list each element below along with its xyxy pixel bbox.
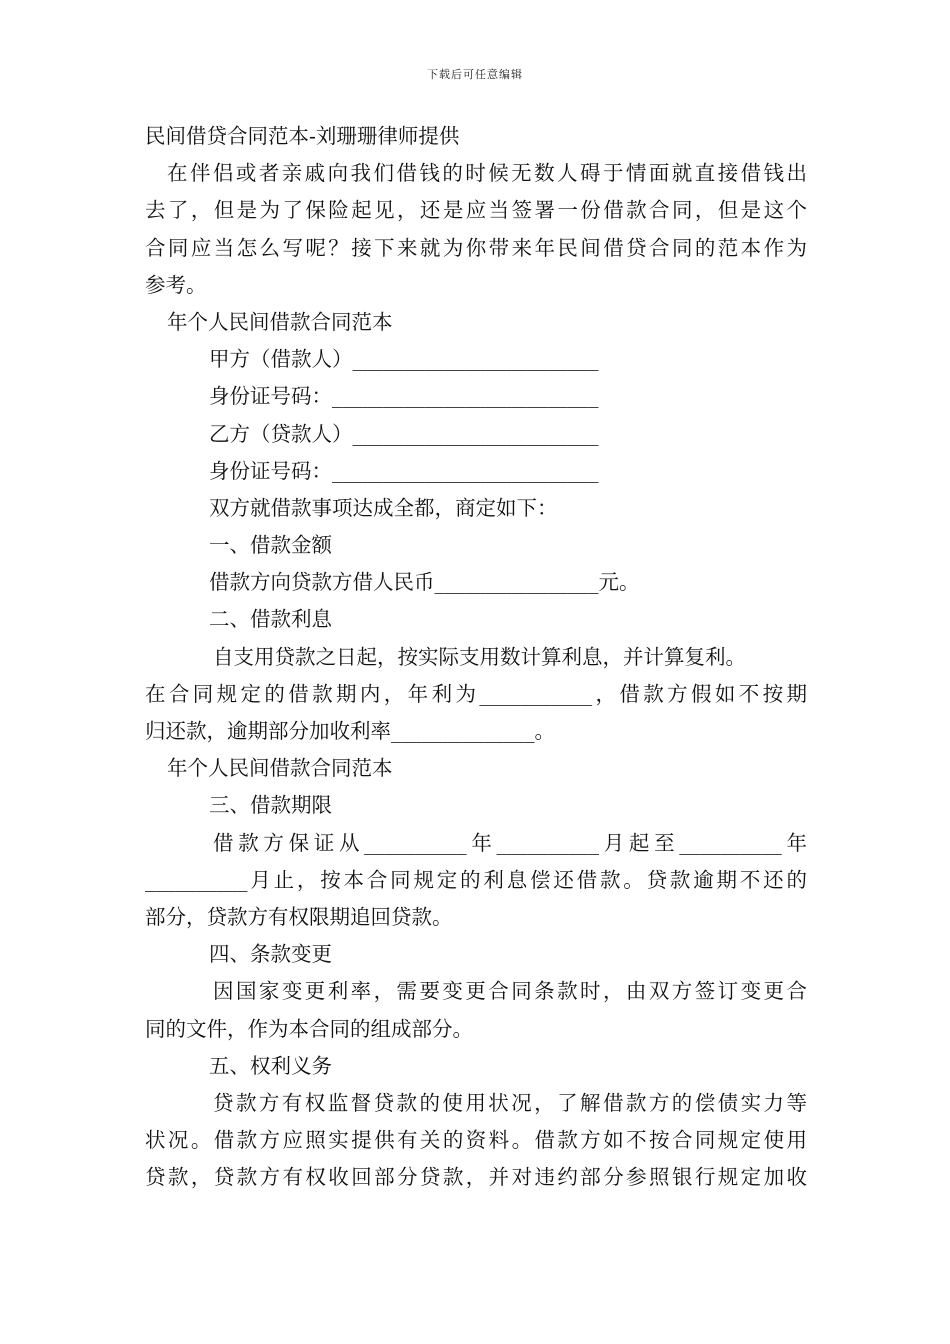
- page-header-note: 下载后可任意编辑: [427, 68, 523, 81]
- intro-line-1: 在伴侣或者亲戚向我们借钱的时候无数人碍于情面就直接借钱出: [167, 161, 807, 186]
- contract-title-1: 年个人民间借款合同范本: [167, 309, 393, 334]
- section-4-heading: 四、条款变更: [209, 942, 332, 967]
- section-2-line-1: 自支用贷款之日起，按实际支用数计算利息，并计算复利。: [213, 644, 746, 669]
- section-3-line-1: 借款方保证从__________年__________月起至__________年: [213, 830, 807, 855]
- section-5-heading: 五、权利义务: [209, 1053, 332, 1078]
- intro-line-4: 参考。: [145, 272, 207, 297]
- intro-line-3: 合同应当怎么写呢？接下来就为你带来年民间借贷合同的范本作为: [145, 235, 807, 260]
- document-body: [145, 118, 807, 1196]
- section-5-line-2: 状况。借款方应照实提供有关的资料。借款方如不按合同规定使用: [145, 1128, 807, 1153]
- party-b-field: 乙方（贷款人）________________________: [209, 421, 599, 446]
- section-2-line-3: 归还款，逾期部分加收利率______________。: [145, 719, 555, 743]
- section-4-line-2: 同的文件，作为本合同的组成部分。: [145, 1016, 473, 1041]
- section-2-line-2: 在合同规定的借款期内，年利为___________，借款方假如不按期: [145, 681, 807, 706]
- intro-line-2: 去了，但是为了保险起见，还是应当签署一份借款合同，但是这个: [145, 198, 807, 223]
- section-1-heading: 一、借款金额: [209, 533, 332, 558]
- section-3-heading: 三、借款期限: [209, 793, 332, 818]
- section-3-line-3: 部分，贷款方有权限期追回贷款。: [145, 904, 453, 929]
- section-4-line-1: 因国家变更利率，需要变更合同条款时，由双方签订变更合: [213, 979, 807, 1004]
- section-2-heading: 二、借款利息: [209, 607, 332, 632]
- party-b-id-field: 身份证号码：__________________________: [209, 458, 599, 483]
- contract-title-2: 年个人民间借款合同范本: [167, 756, 393, 781]
- party-a-field: 甲方（借款人）________________________: [209, 347, 599, 372]
- agreement-statement: 双方就借款事项达成全都，商定如下：: [209, 495, 558, 520]
- document-title: 民间借贷合同范本-刘珊珊律师提供: [145, 124, 460, 148]
- section-1-text: 借款方向贷款方借人民币________________元。: [209, 570, 640, 595]
- party-a-id-field: 身份证号码：__________________________: [209, 384, 599, 409]
- section-3-line-2: __________月止，按本合同规定的利息偿还借款。贷款逾期不还的: [145, 867, 807, 892]
- section-5-line-1: 贷款方有权监督贷款的使用状况，了解借款方的偿债实力等: [213, 1090, 807, 1115]
- section-5-line-3: 贷款，贷款方有权收回部分贷款，并对违约部分参照银行规定加收: [145, 1165, 807, 1190]
